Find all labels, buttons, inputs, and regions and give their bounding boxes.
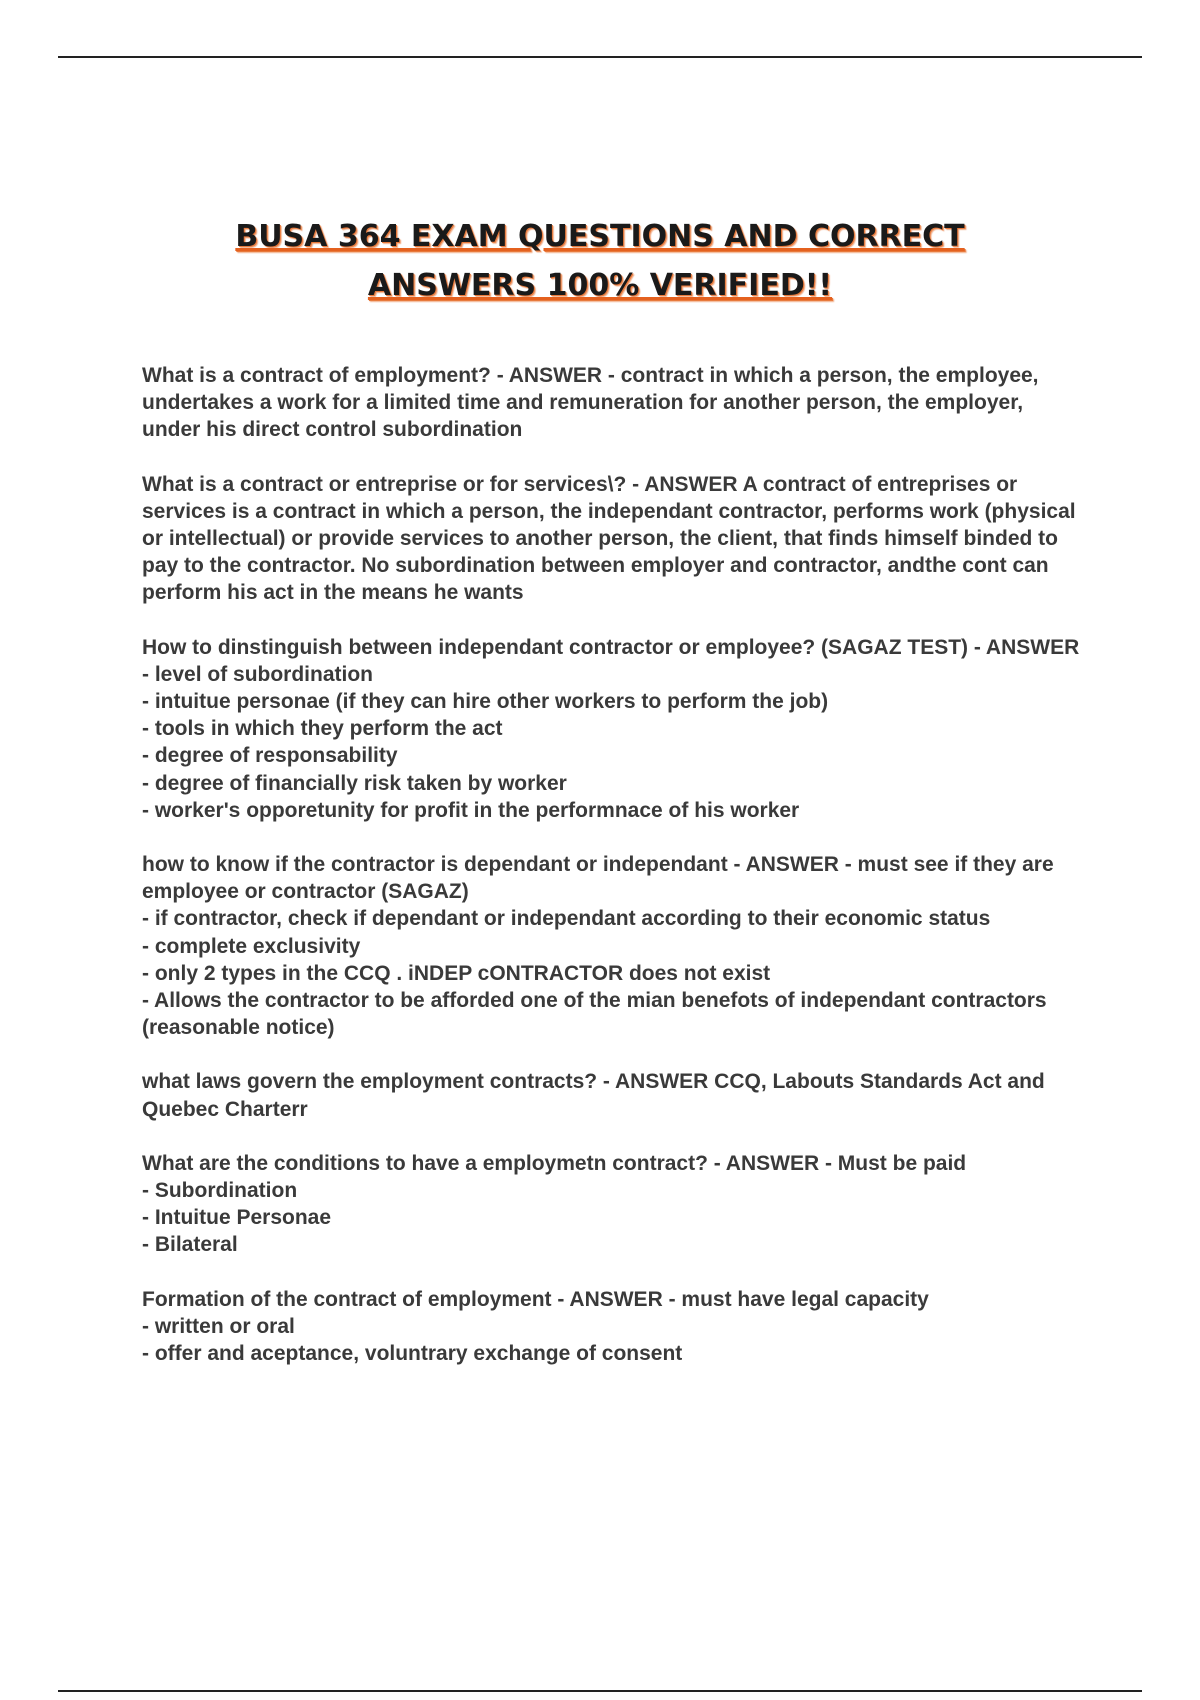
document-body [142, 362, 1082, 1394]
qa-text: How to dinstinguish between independant contractor or employee? (SAGAZ TEST) - ANSWER - level of subordination [142, 635, 1080, 686]
qa-entry [142, 634, 1082, 824]
qa-bullet: - only 2 types in the CCQ . iNDEP cONTRACTOR does not exist [142, 961, 771, 985]
qa-bullet: - if contractor, check if dependant or independant according to their economic status [142, 907, 991, 931]
qa-text: What are the conditions to have a employmetn contract? - ANSWER - Must be paid [142, 1151, 967, 1175]
qa-bullet: - Intuitue Personae [142, 1206, 332, 1230]
footer-rule [58, 1690, 1142, 1692]
qa-bullet: - tools in which they perform the act [142, 717, 503, 741]
qa-bullet: - offer and aceptance, voluntrary exchange of consent [142, 1342, 683, 1366]
qa-bullet: - Allows the contractor to be afforded one of the mian benefots of independant contractors (reasonable notice) [142, 989, 1047, 1040]
qa-entry [142, 851, 1082, 1041]
qa-text: What is a contract of employment? - ANSWER - contract in which a person, the employee, undertakes a work for a limited time and remuneration for another person, the employer, under his direct control subordination [142, 364, 1039, 442]
title-line: ANSWERS 100% VERIFIED!! [367, 268, 833, 303]
qa-bullet: - complete exclusivity [142, 934, 361, 958]
qa-bullet: - degree of responsability [142, 744, 398, 768]
title-line: BUSA 364 EXAM QUESTIONS AND CORRECT [235, 219, 965, 254]
qa-entry [142, 362, 1082, 444]
qa-text: how to know if the contractor is dependant or independant - ANSWER - must see if they are employee or contractor (SAGAZ) [142, 853, 1054, 904]
qa-bullet: - degree of financially risk taken by worker [142, 771, 567, 795]
document-title [150, 212, 1050, 310]
qa-entry [142, 471, 1082, 607]
qa-bullet: - Bilateral [142, 1233, 238, 1257]
qa-text: What is a contract or entreprise or for services\? - ANSWER A contract of entreprises or services is a contract in which a person, the independant contractor, performs work (physical or intellectual) or provide services to another person, the client, that finds himself binded to pay to the contractor. No subordination between employer and contractor, andthe cont can perform his act in the means he wants [142, 472, 1076, 605]
qa-entry [142, 1150, 1082, 1259]
qa-text: Formation of the contract of employment - ANSWER - must have legal capacity [142, 1287, 929, 1311]
qa-text: what laws govern the employment contracts? - ANSWER CCQ, Labouts Standards Act and Quebec Charterr [142, 1070, 1045, 1121]
header-rule [58, 56, 1142, 58]
qa-entry [142, 1068, 1082, 1122]
qa-bullet: - Subordination [142, 1179, 298, 1203]
qa-bullet: - worker's opporetunity for profit in the performnace of his worker [142, 798, 800, 822]
qa-bullet: - intuitue personae (if they can hire other workers to perform the job) [142, 690, 829, 714]
qa-bullet: - written or oral [142, 1314, 295, 1338]
qa-entry [142, 1286, 1082, 1368]
